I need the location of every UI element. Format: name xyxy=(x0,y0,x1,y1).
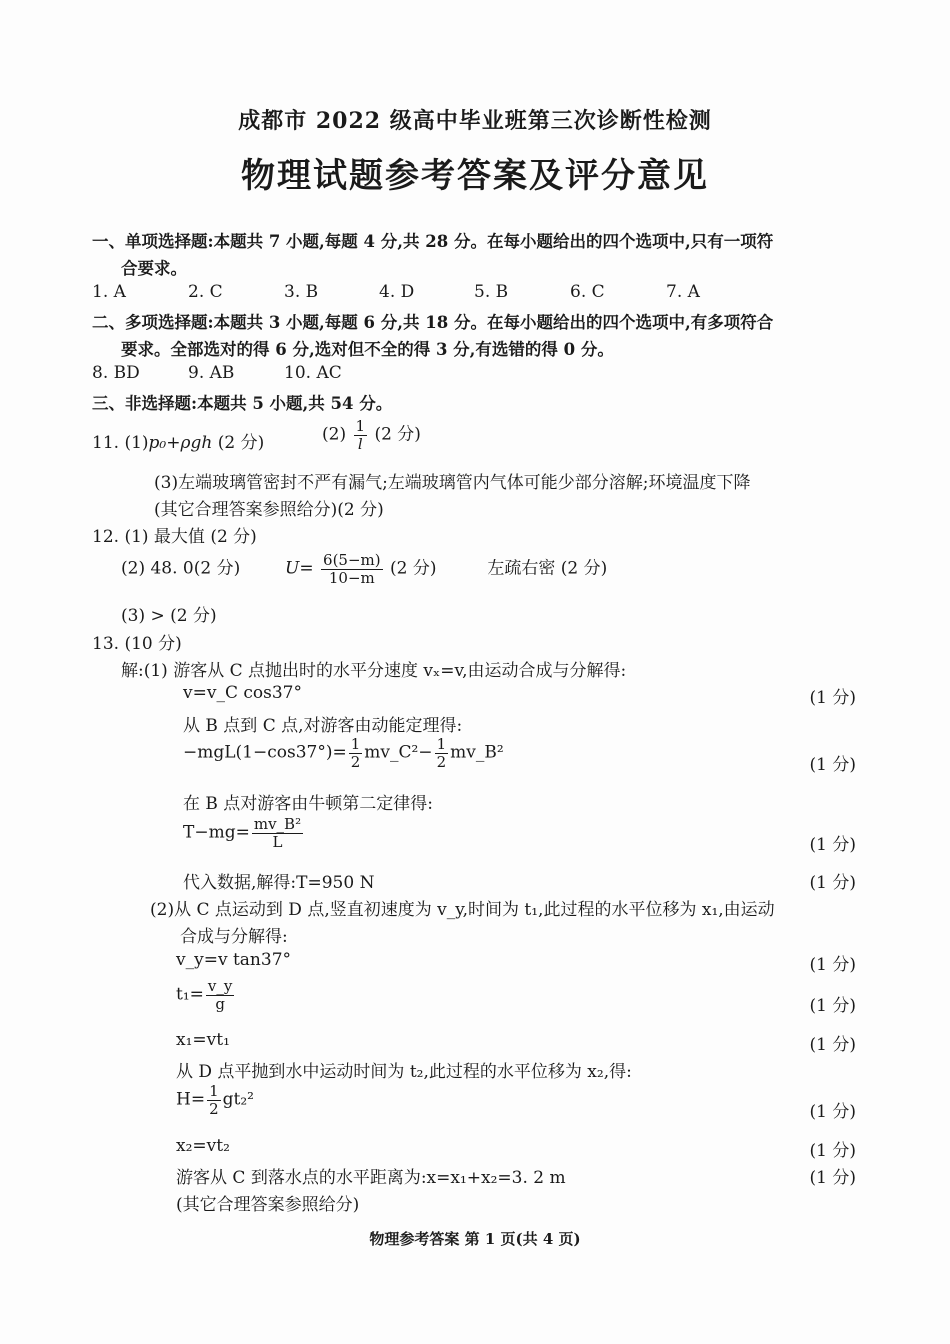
q12-part2-points: (2 分) xyxy=(390,558,437,579)
points-eq10: (1 分) xyxy=(809,1168,856,1188)
q13-eq2: −mgL(1−cos37°)= $\frac{1}{2}$ mv_C²− $\frac{1}{2}$ mv_B² xyxy=(183,735,504,771)
q13-part2-intro-cont: 合成与分解得: xyxy=(180,927,288,947)
q13-label: 13. (10 分) xyxy=(92,634,182,654)
q12-u-symbol: U= xyxy=(285,558,314,579)
q13-eq4: 代入数据,解得:T=950 N xyxy=(183,873,375,893)
q11-part1-points: (2 分) xyxy=(217,433,265,453)
q11-part1-label: 11. (1) xyxy=(92,433,149,453)
q13-eq8: H= $\frac{1}{2}$ gt₂² xyxy=(176,1082,254,1118)
q11-part2-label: (2) xyxy=(322,424,347,445)
points-eq9: (1 分) xyxy=(809,1141,856,1161)
q11-part3-note: (其它合理答案参照给分)(2 分) xyxy=(154,500,384,520)
q12-part2-extra: 左疏右密 (2 分) xyxy=(487,558,608,579)
answer-7: 7. A xyxy=(666,282,700,302)
q12-part3: (3) > (2 分) xyxy=(121,606,217,626)
q11-part3: (3)左端玻璃管密封不严有漏气;左端玻璃管内气体可能少部分溶解;环境温度下降 xyxy=(154,473,751,493)
q13-text-b-to-c: 从 B 点到 C 点,对游客由动能定理得: xyxy=(183,716,463,736)
points-eq2: (1 分) xyxy=(809,755,856,775)
q12-part1: 12. (1) 最大值 (2 分) xyxy=(92,527,257,547)
q13-text-d: 从 D 点平抛到水中运动时间为 t₂,此过程的水平位移为 x₂,得: xyxy=(176,1062,632,1082)
q13-text-newton: 在 B 点对游客由牛顿第二定律得: xyxy=(183,794,434,814)
fraction-mvb2-over-l: $\frac{\text{mv\_B²}}{L}$ xyxy=(253,815,302,851)
answer-3: 3. B xyxy=(284,282,319,302)
q13-eq6: t₁= $\frac{v\_y}{g}$ xyxy=(176,977,233,1013)
q13-part1-intro: 解:(1) 游客从 C 点抛出时的水平分速度 vₓ=v,由运动合成与分解得: xyxy=(121,661,627,681)
points-eq4: (1 分) xyxy=(809,873,856,893)
answer-8: 8. BD xyxy=(92,363,140,383)
fraction-u-formula: $\frac{6(5-m)}{10-m}$ xyxy=(323,551,381,587)
q11-part1-expr: p₀+ρgh xyxy=(148,433,213,453)
fraction-half-c: $\frac{1}{2}$ xyxy=(209,1082,219,1118)
points-eq6: (1 分) xyxy=(809,996,856,1016)
section1-heading-cont: 合要求。 xyxy=(121,259,187,278)
q11-part2 xyxy=(322,418,421,452)
q13-note: (其它合理答案参照给分) xyxy=(176,1195,360,1215)
points-eq5: (1 分) xyxy=(809,955,856,975)
q13-eq3: T−mg= $\frac{\text{mv\_B²}}{L}$ xyxy=(183,815,302,851)
section2-heading: 二、多项选择题:本题共 3 小题,每题 6 分,共 18 分。在每小题给出的四个选项中,有多项符合 xyxy=(92,313,774,332)
answer-4: 4. D xyxy=(379,282,415,302)
section1-heading: 一、单项选择题:本题共 7 小题,每题 4 分,共 28 分。在每小题给出的四个选项中,只有一项符 xyxy=(92,232,774,251)
answer-title: 物理试题参考答案及评分意见 xyxy=(241,156,709,196)
fraction-vy-over-g: $\frac{v\_y}{g}$ xyxy=(207,977,233,1013)
fraction-half-b: $\frac{1}{2}$ xyxy=(436,735,447,771)
q13-eq1: v=v_C cos37° xyxy=(183,683,302,703)
points-eq1: (1 分) xyxy=(809,688,856,708)
answer-5: 5. B xyxy=(474,282,509,302)
q13-part2-intro: (2)从 C 点运动到 D 点,竖直初速度为 v_y,时间为 t₁,此过程的水平位移为 x₁,由运动 xyxy=(150,900,775,920)
answer-2: 2. C xyxy=(188,282,223,302)
fraction-half-a: $\frac{1}{2}$ xyxy=(350,735,361,771)
answer-1: 1. A xyxy=(92,282,126,302)
points-eq7: (1 分) xyxy=(809,1035,856,1055)
q11-part2-points: (2 分) xyxy=(374,424,421,445)
section3-heading: 三、非选择题:本题共 5 小题,共 54 分。 xyxy=(92,394,393,413)
q11-part1 xyxy=(92,428,264,453)
page-footer: 物理参考答案 第 1 页(共 4 页) xyxy=(369,1230,581,1248)
q13-eq7: x₁=vt₁ xyxy=(176,1030,230,1050)
q12-part2-label: (2) 48. 0(2 分) xyxy=(121,558,241,579)
points-eq8: (1 分) xyxy=(809,1102,856,1122)
section2-heading-cont: 要求。全部选对的得 6 分,选对但不全的得 3 分,有选错的得 0 分。 xyxy=(121,340,614,359)
points-eq3: (1 分) xyxy=(809,835,856,855)
fraction-one-over-l: $\frac{1}{l}$ xyxy=(355,417,366,453)
q13-eq9: x₂=vt₂ xyxy=(176,1136,230,1156)
q13-eq5: v_y=v tan37° xyxy=(176,950,292,970)
exam-title: 成都市 2022 级高中毕业班第三次诊断性检测 xyxy=(238,108,712,134)
answer-10: 10. AC xyxy=(284,363,342,383)
answer-9: 9. AB xyxy=(188,363,235,383)
q12-part2 xyxy=(121,552,607,586)
q13-eq10: 游客从 C 到落水点的水平距离为:x=x₁+x₂=3. 2 m xyxy=(176,1168,566,1188)
answer-6: 6. C xyxy=(570,282,605,302)
